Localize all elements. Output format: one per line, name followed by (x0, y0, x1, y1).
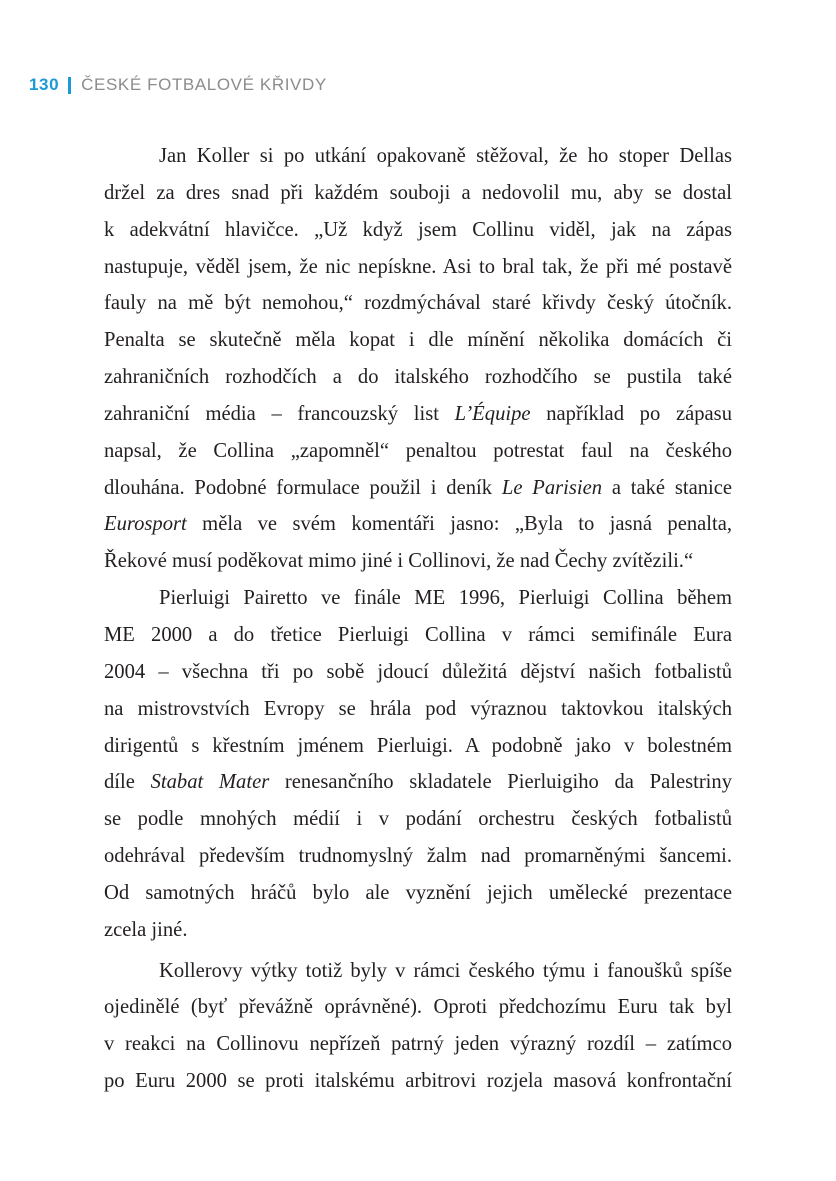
text-segment: Od samotných hráčů bylo ale vyznění jejich umělecké prezentace (104, 881, 732, 904)
text-segment: měla ve svém komentáři jasno: „Byla to jasná penalta, (186, 513, 732, 536)
text-segment: nastupuje, věděl jsem, že nic nepískne. Asi to bral tak, že při mé postavě (104, 255, 732, 278)
text-line (104, 506, 732, 543)
paragraph (104, 138, 732, 580)
italic-title: Eurosport (104, 513, 187, 536)
running-header (29, 72, 327, 98)
text-line (104, 212, 732, 249)
text-line (104, 470, 732, 507)
text-segment: na mistrovstvích Evropy se hrála pod výraznou taktovkou italských (104, 697, 732, 720)
text-line (104, 654, 732, 691)
text-line (104, 989, 732, 1026)
text-segment: zcela jiné. (104, 918, 188, 941)
text-line (104, 249, 732, 286)
text-line (104, 838, 732, 875)
text-segment: zahraniční média – francouzský list (104, 402, 455, 425)
italic-title: L’Équipe (454, 402, 531, 425)
text-segment: Pierluigi Pairetto ve finále ME 1996, Pierluigi Collina během (159, 587, 732, 610)
text-segment: napsal, že Collina „zapomněl“ penaltou potrestat faul na českého (104, 439, 732, 462)
text-line (104, 953, 732, 990)
text-segment: držel za dres snad při každém souboji a nedovolil mu, aby se dostal (104, 181, 732, 204)
text-line (104, 912, 732, 949)
text-line (104, 580, 732, 617)
text-segment: 2004 – všechna tři po sobě jdoucí důležitá dějství našich fotbalistů (104, 660, 732, 683)
page-number: 130 (29, 75, 60, 94)
text-line (104, 1063, 732, 1100)
text-line (104, 617, 732, 654)
text-segment: renesančního skladatele Pierluigiho da Palestriny (269, 771, 733, 794)
text-segment: fauly na mě být nemohou,“ rozdmýchával staré křivdy český útočník. (104, 292, 732, 315)
text-segment: například po zápasu (530, 402, 732, 425)
text-segment: dirigentů s křestním jménem Pierluigi. A podobně jako v bolestném (104, 734, 732, 757)
paragraph (104, 953, 732, 1100)
text-segment: Řekové musí poděkovat mimo jiné i Collinovi, že nad Čechy zvítězili.“ (104, 550, 694, 573)
header-separator (68, 77, 71, 94)
text-line (104, 875, 732, 912)
text-line (104, 1026, 732, 1063)
text-segment: díle (104, 771, 151, 794)
text-line (104, 543, 732, 580)
text-line (104, 396, 732, 433)
text-segment: dlouhána. Podobné formulace použil i deník (104, 476, 502, 499)
text-line (104, 728, 732, 765)
italic-title: Le Parisien (501, 476, 603, 499)
text-segment: po Euru 2000 se proti italskému arbitrovi rozjela masová konfrontační (104, 1070, 732, 1093)
text-segment: k adekvátní hlavičce. „Už když jsem Collinu viděl, jak na zápas (104, 218, 732, 241)
text-segment: zahraničních rozhodčích a do italského rozhodčího se pustila také (104, 366, 732, 389)
text-line (104, 801, 732, 838)
body-text (104, 138, 732, 1100)
text-segment: a také stanice (602, 476, 733, 499)
text-line (104, 175, 732, 212)
paragraph (104, 580, 732, 948)
text-line (104, 322, 732, 359)
text-segment: v reakci na Collinovu nepřízeň patrný jeden výrazný rozdíl – zatímco (104, 1033, 732, 1056)
text-line (104, 691, 732, 728)
text-segment: se podle mnohých médií i v podání orchestru českých fotbalistů (104, 808, 732, 831)
text-line (104, 764, 732, 801)
text-segment: odehrával především trudnomyslný žalm nad promarněnými šancemi. (104, 845, 732, 868)
text-segment: Jan Koller si po utkání opakovaně stěžoval, že ho stoper Dellas (159, 145, 732, 167)
text-segment: ojedinělé (byť převážně oprávněné). Oproti předchozímu Euru tak byl (104, 996, 732, 1019)
italic-title: Stabat Mater (150, 771, 270, 794)
text-segment: ME 2000 a do třetice Pierluigi Collina v rámci semifinále Eura (104, 623, 732, 646)
text-segment: Penalta se skutečně měla kopat i dle mínění několika domácích či (104, 329, 732, 352)
text-line (104, 138, 732, 175)
running-title: ČESKÉ FOTBALOVÉ KŘIVDY (81, 75, 327, 94)
text-line (104, 359, 732, 396)
text-line (104, 285, 732, 322)
text-line (104, 433, 732, 470)
text-segment: Kollerovy výtky totiž byly v rámci českého týmu i fanoušků spíše (159, 959, 732, 982)
